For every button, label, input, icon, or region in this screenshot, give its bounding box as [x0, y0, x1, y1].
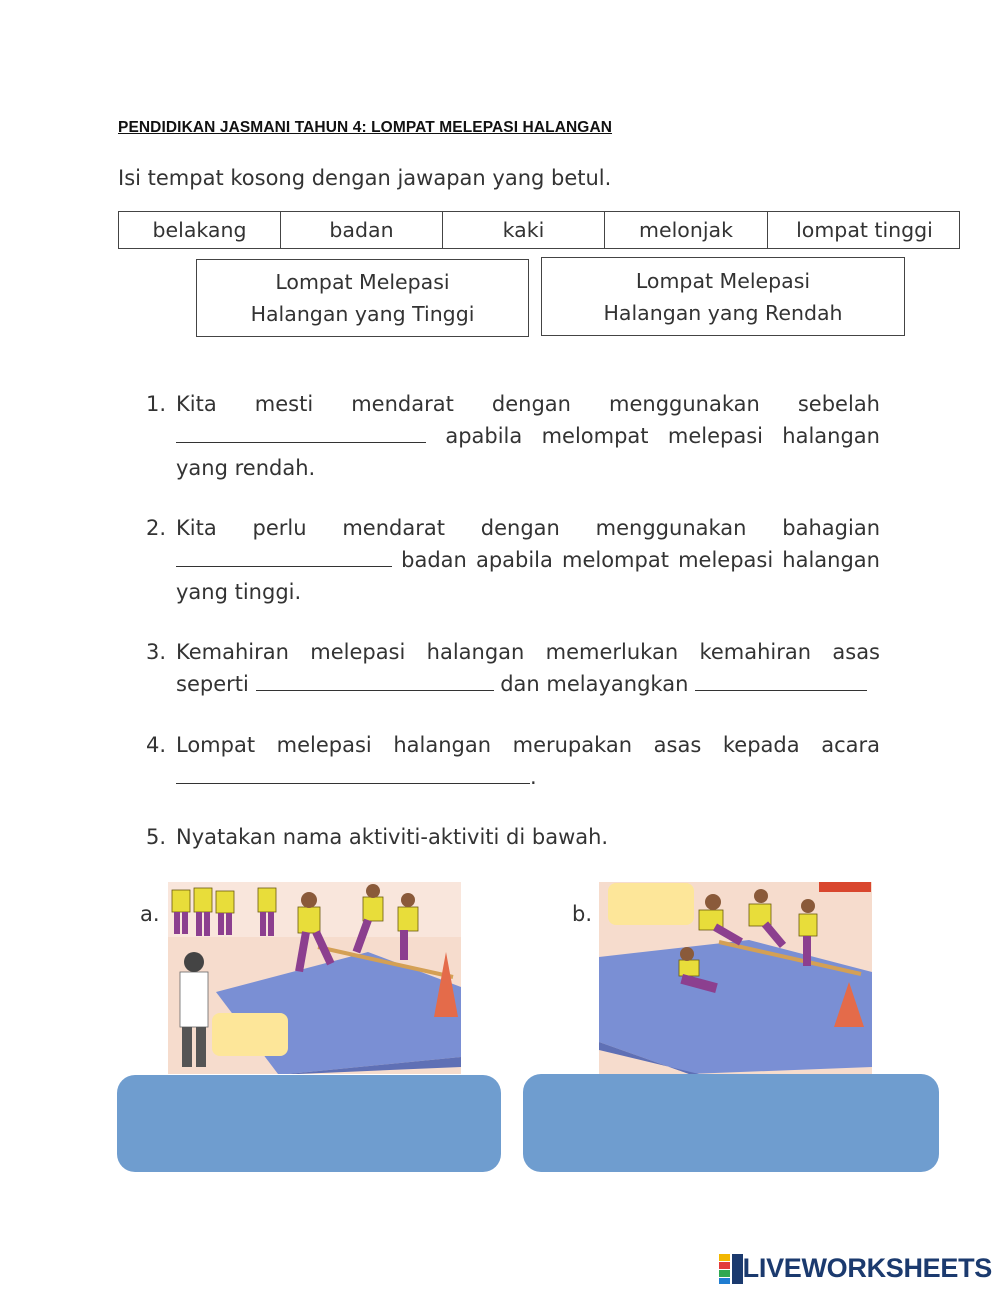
logo-text: LIVEWORKSHEETS: [742, 1253, 992, 1283]
word-bank: [118, 211, 960, 249]
question-4: [146, 729, 880, 793]
word-bank-item[interactable]: badan: [281, 212, 443, 248]
phrase-line: Lompat Melepasi: [275, 270, 450, 294]
answer-blank[interactable]: [176, 544, 392, 567]
answer-sticky-b[interactable]: [608, 883, 694, 925]
answer-blank[interactable]: [176, 420, 426, 443]
question-number: 5.: [146, 825, 167, 849]
question-text: dan melayangkan: [500, 672, 689, 696]
answer-box-a[interactable]: [117, 1075, 501, 1172]
word-bank-item[interactable]: lompat tinggi: [796, 218, 933, 242]
activity-label-b: b.: [572, 902, 593, 926]
instruction-text: Isi tempat kosong dengan jawapan yang betul.: [118, 166, 612, 190]
question-2: [146, 512, 880, 608]
phrase-line: Lompat Melepasi: [635, 268, 811, 293]
question-number: 4.: [146, 733, 167, 757]
word-bank-item[interactable]: kaki: [443, 212, 605, 248]
word-bank-item[interactable]: belakang: [119, 212, 281, 248]
answer-blank[interactable]: [176, 761, 530, 784]
phrase-line: Halangan yang Tinggi: [250, 302, 475, 326]
question-text: Lompat melepasi halangan merupakan asas kepada acara: [176, 733, 880, 757]
question-1: [146, 388, 880, 484]
answer-blank[interactable]: [256, 668, 494, 691]
answer-box-b[interactable]: [523, 1074, 939, 1172]
phrase-box-tinggi[interactable]: [196, 259, 529, 337]
question-text: Kemahiran melepasi halangan memerlukan kemahiran asas seperti: [176, 640, 880, 696]
question-5: [146, 821, 880, 853]
phrase-box-rendah[interactable]: [541, 257, 905, 336]
question-3: [146, 636, 880, 700]
question-number: 3.: [146, 640, 167, 664]
activity-label-a: a.: [140, 902, 160, 926]
worksheet-title: PENDIDIKAN JASMANI TAHUN 4: LOMPAT MELEPASI HALANGAN: [118, 119, 613, 136]
liveworksheets-logo-icon: [719, 1254, 743, 1284]
question-text: Nyatakan nama aktiviti-aktiviti di bawah.: [176, 825, 609, 849]
phrase-line: Halangan yang Rendah: [603, 300, 843, 325]
question-text: Kita mesti mendarat dengan menggunakan sebelah: [176, 392, 880, 416]
question-text: Kita perlu mendarat dengan menggunakan bahagian: [176, 516, 880, 540]
question-text: badan apabila melompat melepasi halangan yang tinggi.: [176, 548, 880, 604]
question-text: apabila melompat melepasi halangan yang rendah.: [176, 424, 880, 480]
question-number: 1.: [146, 392, 167, 416]
liveworksheets-logo[interactable]: [719, 1253, 992, 1284]
answer-blank[interactable]: [695, 668, 867, 691]
word-bank-item[interactable]: melonjak: [605, 212, 768, 248]
question-number: 2.: [146, 516, 167, 540]
question-text: .: [530, 765, 537, 789]
answer-sticky-a[interactable]: [212, 1013, 288, 1056]
